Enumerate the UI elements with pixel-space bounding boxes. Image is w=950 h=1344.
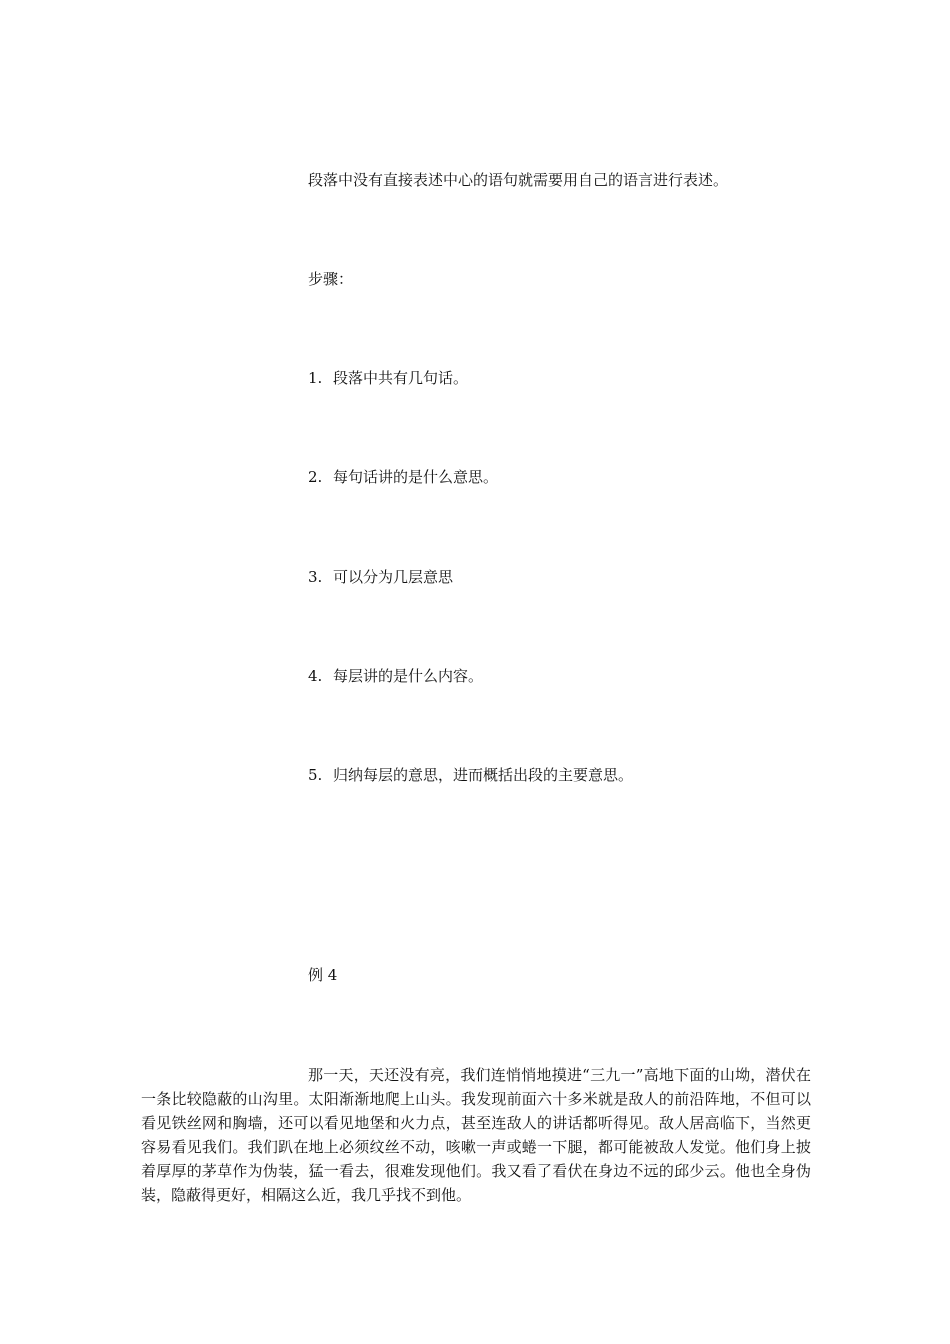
- example-heading: 例 4: [308, 966, 338, 984]
- example-paragraph: 那一天，天还没有亮，我们连悄悄地摸进“三九一”高地下面的山坳，潜伏在一条比较隐蔽的山沟里。太阳渐渐地爬上山头。我发现前面六十多米就是敌人的前沿阵地，不但可以看见铁丝网和胸墙，还可以看见地堡和火力点，甚至连敌人的讲话都听得见。敌人居高临下，当然更容易看见我们。我们趴在地上必须纹丝不动，咳嗽一声或蜷一下腿，都可能被敌人发觉。他们身上披着厚厚的茅草作为伪装，猛一看去，很难发现他们。我又看了看伏在身边不远的邱少云。他也全身伪装，隐蔽得更好，相隔这么近，我几乎找不到他。: [141, 1066, 811, 1204]
- step-text: 段落中共有几句话。: [333, 369, 469, 387]
- step-number: 2.: [308, 468, 323, 486]
- step-number: 1.: [308, 369, 323, 387]
- step-item: [308, 666, 483, 686]
- step-text: 每句话讲的是什么意思。: [333, 468, 499, 486]
- step-text: 可以分为几层意思: [333, 568, 454, 586]
- step-item: [308, 765, 633, 785]
- step-number: 5.: [308, 766, 323, 784]
- step-item: [308, 567, 453, 587]
- step-item: [308, 368, 468, 388]
- step-item: [308, 467, 498, 487]
- step-text: 归纳每层的意思，进而概括出段的主要意思。: [333, 766, 634, 784]
- intro-line: 段落中没有直接表述中心的语句就需要用自己的语言进行表述。: [308, 171, 729, 189]
- step-number: 4.: [308, 667, 323, 685]
- step-text: 每层讲的是什么内容。: [333, 667, 484, 685]
- step-number: 3.: [308, 568, 323, 586]
- steps-heading: 步骤：: [308, 270, 354, 288]
